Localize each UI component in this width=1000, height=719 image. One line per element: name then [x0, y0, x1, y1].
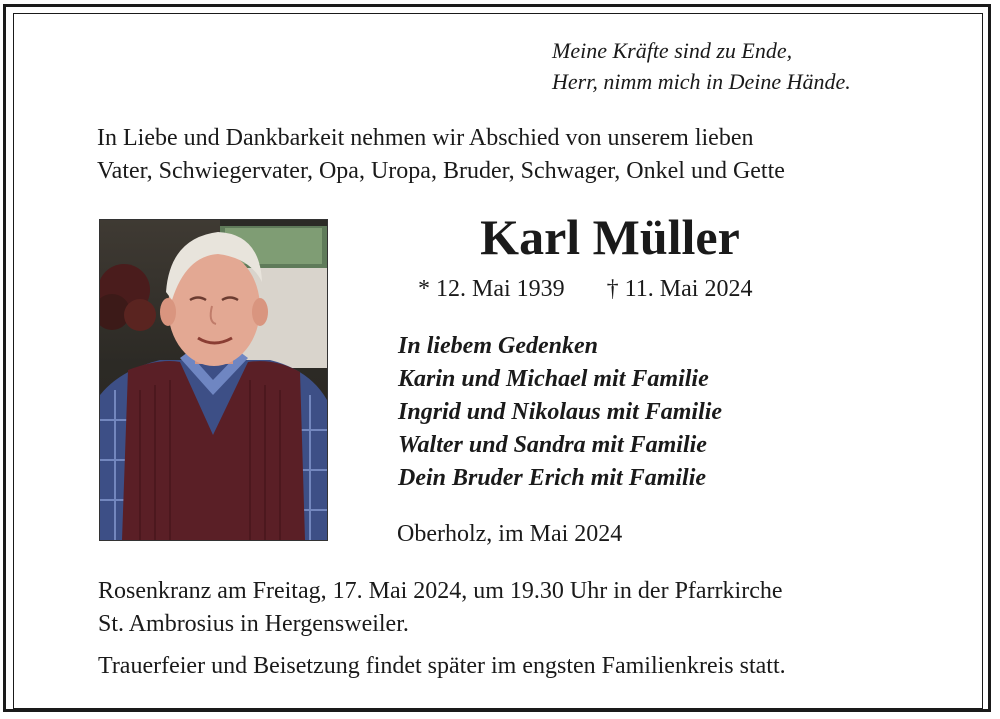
birth-date: * 12. Mai 1939: [418, 276, 565, 302]
intro-text: [97, 122, 785, 188]
death-date: † 11. Mai 2024: [606, 276, 753, 302]
motto-verse: [552, 35, 851, 97]
mourners-line: In liebem Gedenken: [398, 333, 598, 359]
portrait-illustration: [100, 220, 327, 540]
rosary-notice: [98, 575, 783, 641]
motto-line-2: Herr, nimm mich in Deine Hände.: [552, 69, 851, 94]
mourners-line: Dein Bruder Erich mit Familie: [398, 465, 707, 491]
mourners-line: Karin und Michael mit Familie: [398, 366, 709, 392]
portrait-photo: [99, 219, 328, 541]
mourners-line: Ingrid und Nikolaus mit Familie: [398, 399, 723, 425]
life-dates: [418, 272, 752, 306]
rosary-line-1: Rosenkranz am Freitag, 17. Mai 2024, um 19.30 Uhr in der Pfarrkirche: [98, 578, 783, 604]
mourners-line: Walter und Sandra mit Familie: [398, 432, 707, 458]
funeral-notice: Trauerfeier und Beisetzung findet später im engsten Familienkreis statt.: [98, 653, 786, 679]
mourners-list: [398, 330, 722, 495]
place-date: Oberholz, im Mai 2024: [397, 521, 623, 547]
motto-line-1: Meine Kräfte sind zu Ende,: [552, 38, 793, 63]
rosary-line-2: St. Ambrosius in Hergensweiler.: [98, 611, 409, 637]
intro-line-2: Vater, Schwiegervater, Opa, Uropa, Bruder, Schwager, Onkel und Gette: [97, 158, 785, 184]
deceased-name: Karl Müller: [480, 209, 740, 265]
intro-line-1: In Liebe und Dankbarkeit nehmen wir Abschied von unserem lieben: [97, 125, 754, 151]
